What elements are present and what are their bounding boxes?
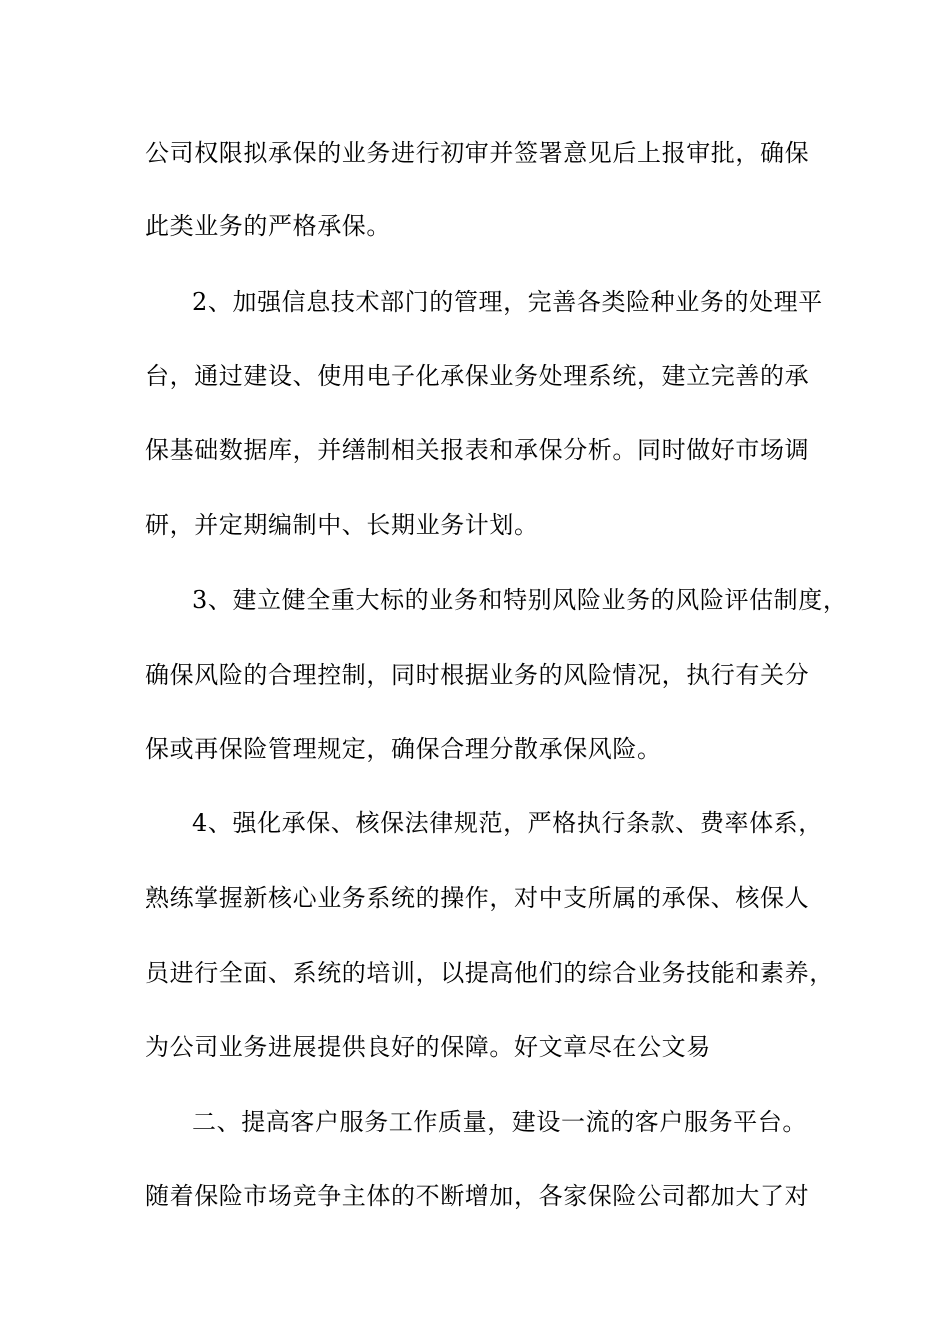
text-line: 台，通过建设、使用电子化承保业务处理系统，建立完善的承 (145, 362, 810, 390)
text-line: 公司权限拟承保的业务进行初审并签署意见后上报审批，确保 (145, 139, 810, 167)
text-line: 保基础数据库，并缮制相关报表和承保分析。同时做好市场调 (145, 436, 810, 464)
text-line: 此类业务的严格承保。 (145, 212, 391, 240)
text-line: 为公司业务进展提供良好的保障。好文章尽在公文易 (145, 1033, 711, 1061)
paragraph-start-line: 2、加强信息技术部门的管理，完善各类险种业务的处理平 (192, 288, 823, 316)
text-line: 研，并定期编制中、长期业务计划。 (145, 511, 539, 539)
section-heading-line: 二、提高客户服务工作质量，建设一流的客户服务平台。 (192, 1108, 807, 1136)
paragraph-start-line: 4、强化承保、核保法律规范，严格执行条款、费率体系， (192, 809, 823, 837)
paragraph-start-line: 3、建立健全重大标的业务和特别风险业务的风险评估制度， (192, 586, 848, 614)
text-line: 随着保险市场竞争主体的不断增加，各家保险公司都加大了对 (145, 1182, 810, 1210)
text-line: 确保风险的合理控制，同时根据业务的风险情况，执行有关分 (145, 661, 810, 689)
text-line: 保或再保险管理规定，确保合理分散承保风险。 (145, 735, 662, 763)
text-line: 员进行全面、系统的培训，以提高他们的综合业务技能和素养， (145, 959, 834, 987)
text-line: 熟练掌握新核心业务系统的操作，对中支所属的承保、核保人 (145, 884, 810, 912)
